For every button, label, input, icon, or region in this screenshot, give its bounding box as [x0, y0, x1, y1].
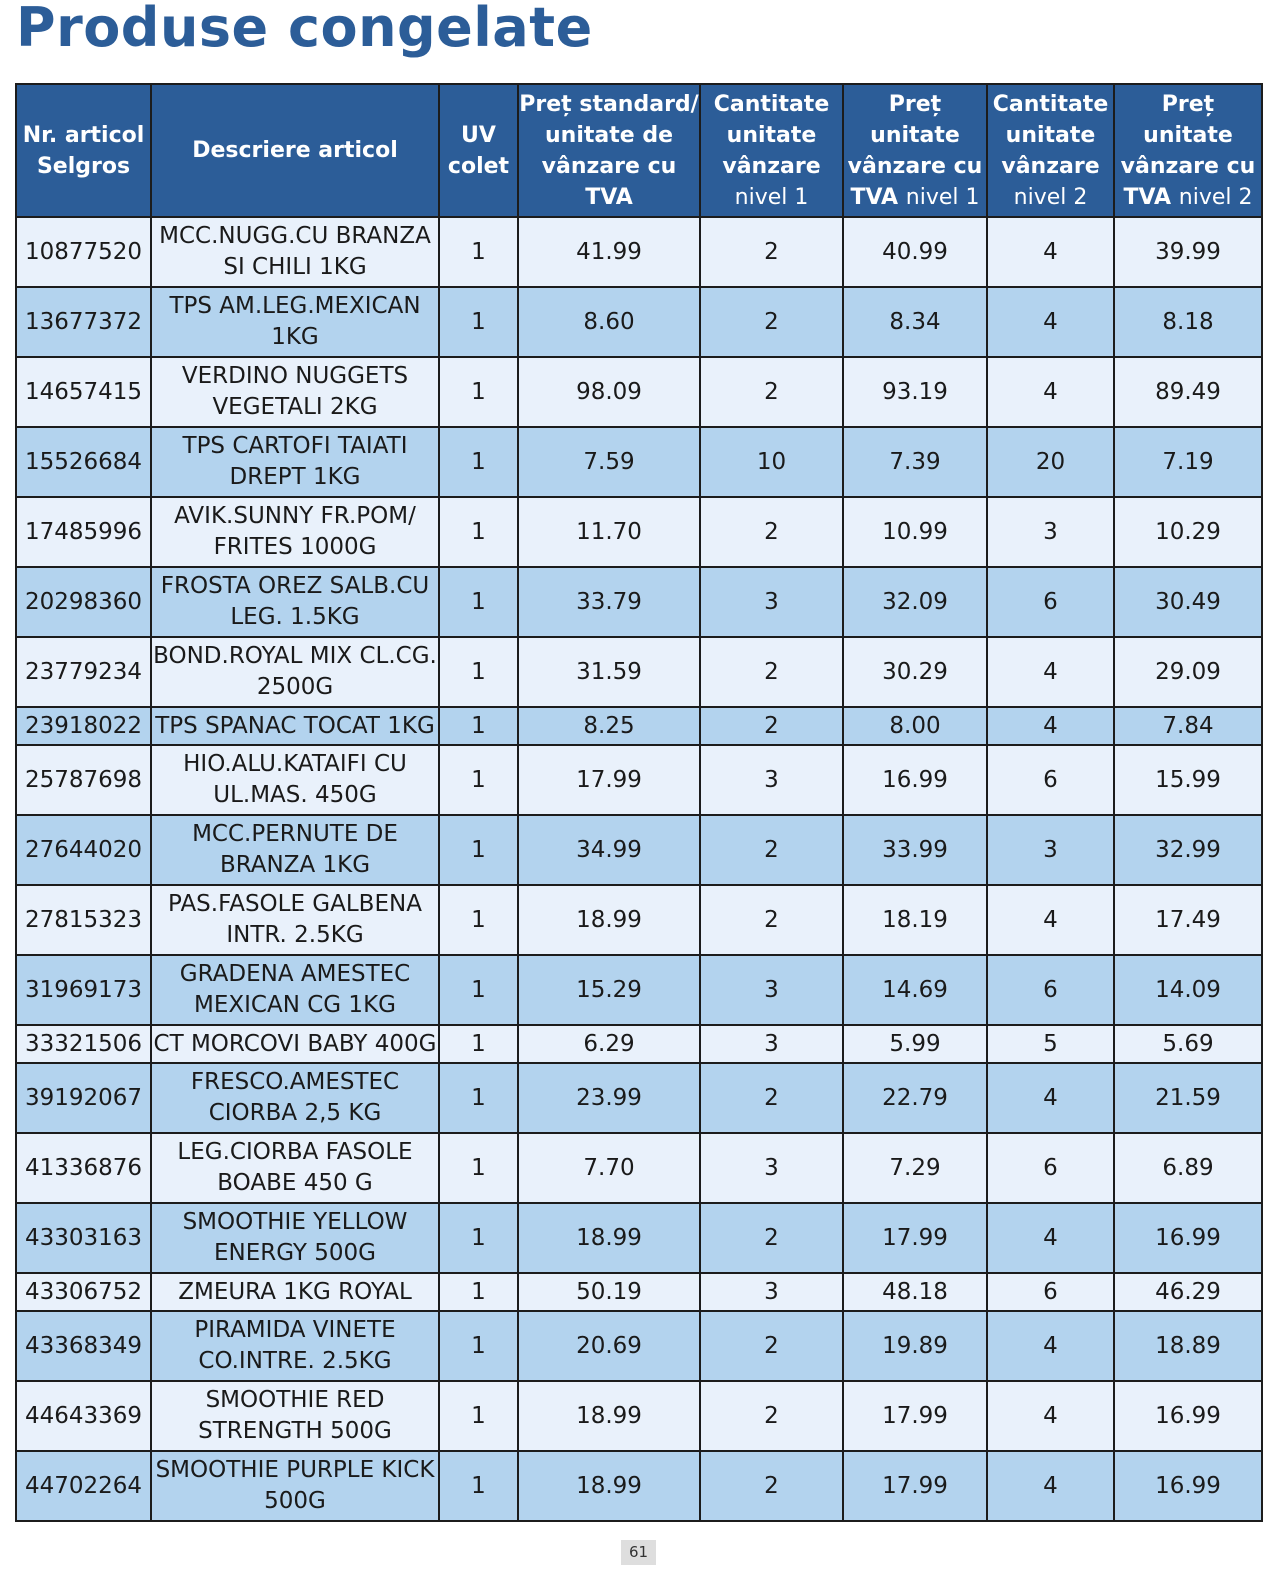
uv-colet: 1 [439, 885, 518, 955]
quantity-level-1: 2 [700, 217, 843, 287]
article-description: MCC.NUGG.CU BRANZA SI CHILI 1KG [151, 217, 439, 287]
quantity-level-2: 4 [987, 1381, 1114, 1451]
quantity-level-1: 2 [700, 637, 843, 707]
article-number: 23918022 [16, 707, 151, 745]
uv-colet: 1 [439, 287, 518, 357]
quantity-level-1: 3 [700, 1273, 843, 1311]
article-number: 15526684 [16, 427, 151, 497]
quantity-level-2: 4 [987, 217, 1114, 287]
article-description: SMOOTHIE YELLOW ENERGY 500G [151, 1203, 439, 1273]
article-number: 43303163 [16, 1203, 151, 1273]
column-header-label: Preț unitate vânzare cu TVA [847, 91, 983, 210]
quantity-level-2: 5 [987, 1025, 1114, 1063]
uv-colet: 1 [439, 637, 518, 707]
uv-colet: 1 [439, 357, 518, 427]
table-row [16, 1451, 1262, 1521]
price-level-2: 7.84 [1114, 707, 1262, 745]
standard-price: 6.29 [518, 1025, 700, 1063]
column-header-level: nivel 1 [734, 184, 809, 210]
quantity-level-2: 3 [987, 497, 1114, 567]
price-level-1: 18.19 [843, 885, 987, 955]
column-header [700, 84, 843, 217]
price-level-1: 17.99 [843, 1451, 987, 1521]
standard-price: 18.99 [518, 885, 700, 955]
column-header [518, 84, 700, 217]
price-level-2: 18.89 [1114, 1311, 1262, 1381]
column-header-label: Cantitate unitate vânzare [992, 91, 1109, 179]
price-level-2: 17.49 [1114, 885, 1262, 955]
quantity-level-2: 6 [987, 745, 1114, 815]
article-number: 41336876 [16, 1133, 151, 1203]
quantity-level-1: 2 [700, 815, 843, 885]
article-description: GRADENA AMESTEC MEXICAN CG 1KG [151, 955, 439, 1025]
article-number: 33321506 [16, 1025, 151, 1063]
page-title: Produse congelate [16, 0, 593, 59]
standard-price: 20.69 [518, 1311, 700, 1381]
article-description: SMOOTHIE PURPLE KICK 500G [151, 1451, 439, 1521]
price-level-2: 10.29 [1114, 497, 1262, 567]
quantity-level-2: 6 [987, 567, 1114, 637]
article-number: 13677372 [16, 287, 151, 357]
price-level-1: 22.79 [843, 1063, 987, 1133]
article-description: PIRAMIDA VINETE CO.INTRE. 2.5KG [151, 1311, 439, 1381]
quantity-level-1: 2 [700, 497, 843, 567]
uv-colet: 1 [439, 815, 518, 885]
price-level-1: 40.99 [843, 217, 987, 287]
table-row [16, 707, 1262, 745]
uv-colet: 1 [439, 745, 518, 815]
table-row [16, 287, 1262, 357]
price-level-1: 17.99 [843, 1381, 987, 1451]
article-description: TPS CARTOFI TAIATI DREPT 1KG [151, 427, 439, 497]
uv-colet: 1 [439, 1451, 518, 1521]
table-row [16, 885, 1262, 955]
quantity-level-1: 10 [700, 427, 843, 497]
quantity-level-2: 4 [987, 1451, 1114, 1521]
quantity-level-1: 3 [700, 745, 843, 815]
price-level-2: 29.09 [1114, 637, 1262, 707]
table-row [16, 745, 1262, 815]
standard-price: 41.99 [518, 217, 700, 287]
price-level-2: 21.59 [1114, 1063, 1262, 1133]
standard-price: 11.70 [518, 497, 700, 567]
column-header-level: nivel 2 [1013, 184, 1088, 210]
quantity-level-2: 6 [987, 1133, 1114, 1203]
price-level-2: 46.29 [1114, 1273, 1262, 1311]
quantity-level-2: 4 [987, 707, 1114, 745]
price-level-2: 89.49 [1114, 357, 1262, 427]
article-description: CT MORCOVI BABY 400G [151, 1025, 439, 1063]
standard-price: 18.99 [518, 1381, 700, 1451]
article-number: 25787698 [16, 745, 151, 815]
price-level-1: 14.69 [843, 955, 987, 1025]
quantity-level-1: 3 [700, 567, 843, 637]
price-level-1: 8.34 [843, 287, 987, 357]
standard-price: 33.79 [518, 567, 700, 637]
column-header [843, 84, 987, 217]
table-row [16, 1273, 1262, 1311]
article-description: SMOOTHIE RED STRENGTH 500G [151, 1381, 439, 1451]
quantity-level-1: 2 [700, 357, 843, 427]
price-level-2: 6.89 [1114, 1133, 1262, 1203]
uv-colet: 1 [439, 707, 518, 745]
quantity-level-1: 2 [700, 885, 843, 955]
price-level-1: 93.19 [843, 357, 987, 427]
article-number: 20298360 [16, 567, 151, 637]
price-level-1: 16.99 [843, 745, 987, 815]
standard-price: 31.59 [518, 637, 700, 707]
table-row [16, 637, 1262, 707]
price-level-2: 14.09 [1114, 955, 1262, 1025]
article-description: HIO.ALU.KATAIFI CU UL.MAS. 450G [151, 745, 439, 815]
standard-price: 18.99 [518, 1203, 700, 1273]
article-number: 10877520 [16, 217, 151, 287]
table-row [16, 1133, 1262, 1203]
column-header [151, 84, 439, 217]
price-level-2: 5.69 [1114, 1025, 1262, 1063]
table-row [16, 815, 1262, 885]
quantity-level-2: 4 [987, 1311, 1114, 1381]
quantity-level-1: 2 [700, 287, 843, 357]
price-level-1: 17.99 [843, 1203, 987, 1273]
price-level-1: 30.29 [843, 637, 987, 707]
quantity-level-2: 4 [987, 1063, 1114, 1133]
uv-colet: 1 [439, 1381, 518, 1451]
uv-colet: 1 [439, 955, 518, 1025]
uv-colet: 1 [439, 567, 518, 637]
article-number: 27815323 [16, 885, 151, 955]
article-description: ZMEURA 1KG ROYAL [151, 1273, 439, 1311]
price-level-1: 5.99 [843, 1025, 987, 1063]
article-number: 44702264 [16, 1451, 151, 1521]
table-row [16, 1381, 1262, 1451]
table-row [16, 217, 1262, 287]
table-row [16, 567, 1262, 637]
quantity-level-1: 2 [700, 1063, 843, 1133]
article-number: 44643369 [16, 1381, 151, 1451]
price-level-1: 10.99 [843, 497, 987, 567]
quantity-level-2: 4 [987, 885, 1114, 955]
price-level-2: 32.99 [1114, 815, 1262, 885]
standard-price: 7.59 [518, 427, 700, 497]
uv-colet: 1 [439, 497, 518, 567]
table-row [16, 1025, 1262, 1063]
price-level-2: 16.99 [1114, 1451, 1262, 1521]
price-level-2: 16.99 [1114, 1381, 1262, 1451]
price-level-2: 15.99 [1114, 745, 1262, 815]
standard-price: 17.99 [518, 745, 700, 815]
column-header-level: nivel 2 [1178, 184, 1253, 210]
uv-colet: 1 [439, 1311, 518, 1381]
column-header [16, 84, 151, 217]
table-row [16, 497, 1262, 567]
quantity-level-1: 3 [700, 1133, 843, 1203]
article-description: PAS.FASOLE GALBENA INTR. 2.5KG [151, 885, 439, 955]
standard-price: 23.99 [518, 1063, 700, 1133]
price-level-1: 32.09 [843, 567, 987, 637]
table-row [16, 1063, 1262, 1133]
table-row [16, 955, 1262, 1025]
article-description: TPS AM.LEG.MEXICAN 1KG [151, 287, 439, 357]
article-description: AVIK.SUNNY FR.POM/ FRITES 1000G [151, 497, 439, 567]
column-header [439, 84, 518, 217]
price-level-1: 33.99 [843, 815, 987, 885]
article-number: 23779234 [16, 637, 151, 707]
price-level-1: 8.00 [843, 707, 987, 745]
quantity-level-2: 6 [987, 955, 1114, 1025]
standard-price: 50.19 [518, 1273, 700, 1311]
quantity-level-2: 20 [987, 427, 1114, 497]
price-level-1: 48.18 [843, 1273, 987, 1311]
table-row [16, 1203, 1262, 1273]
price-table [15, 83, 1263, 1522]
uv-colet: 1 [439, 1063, 518, 1133]
price-level-1: 19.89 [843, 1311, 987, 1381]
quantity-level-1: 3 [700, 955, 843, 1025]
column-header-label: Cantitate unitate vânzare [713, 91, 830, 179]
table-row [16, 357, 1262, 427]
quantity-level-2: 4 [987, 357, 1114, 427]
article-number: 17485996 [16, 497, 151, 567]
quantity-level-1: 2 [700, 707, 843, 745]
price-level-1: 7.29 [843, 1133, 987, 1203]
price-level-2: 8.18 [1114, 287, 1262, 357]
column-header-level: nivel 1 [905, 184, 980, 210]
column-header-label: UV colet [447, 122, 510, 179]
quantity-level-1: 2 [700, 1451, 843, 1521]
table-row [16, 427, 1262, 497]
price-level-2: 39.99 [1114, 217, 1262, 287]
article-number: 43368349 [16, 1311, 151, 1381]
article-number: 39192067 [16, 1063, 151, 1133]
column-header-label: Preț unitate vânzare cu TVA [1120, 91, 1256, 210]
page-number: 61 [621, 1540, 656, 1565]
price-level-2: 7.19 [1114, 427, 1262, 497]
quantity-level-1: 3 [700, 1025, 843, 1063]
price-level-2: 30.49 [1114, 567, 1262, 637]
article-description: FROSTA OREZ SALB.CU LEG. 1.5KG [151, 567, 439, 637]
standard-price: 8.25 [518, 707, 700, 745]
article-number: 43306752 [16, 1273, 151, 1311]
table-header-row [16, 84, 1262, 217]
article-description: BOND.ROYAL MIX CL.CG. 2500G [151, 637, 439, 707]
standard-price: 18.99 [518, 1451, 700, 1521]
column-header-label: Nr. articol Selgros [22, 122, 145, 179]
uv-colet: 1 [439, 1273, 518, 1311]
column-header [987, 84, 1114, 217]
article-description: VERDINO NUGGETS VEGETALI 2KG [151, 357, 439, 427]
article-number: 14657415 [16, 357, 151, 427]
quantity-level-2: 4 [987, 1203, 1114, 1273]
quantity-level-2: 6 [987, 1273, 1114, 1311]
standard-price: 8.60 [518, 287, 700, 357]
column-header [1114, 84, 1262, 217]
article-description: MCC.PERNUTE DE BRANZA 1KG [151, 815, 439, 885]
uv-colet: 1 [439, 1025, 518, 1063]
uv-colet: 1 [439, 427, 518, 497]
article-number: 27644020 [16, 815, 151, 885]
column-header-label: Preț standard/ unitate de vânzare cu TVA [519, 91, 699, 210]
article-description: LEG.CIORBA FASOLE BOABE 450 G [151, 1133, 439, 1203]
quantity-level-1: 2 [700, 1203, 843, 1273]
quantity-level-1: 2 [700, 1381, 843, 1451]
standard-price: 15.29 [518, 955, 700, 1025]
table-row [16, 1311, 1262, 1381]
price-level-2: 16.99 [1114, 1203, 1262, 1273]
uv-colet: 1 [439, 1133, 518, 1203]
uv-colet: 1 [439, 1203, 518, 1273]
uv-colet: 1 [439, 217, 518, 287]
quantity-level-2: 3 [987, 815, 1114, 885]
article-number: 31969173 [16, 955, 151, 1025]
standard-price: 34.99 [518, 815, 700, 885]
article-description: FRESCO.AMESTEC CIORBA 2,5 KG [151, 1063, 439, 1133]
quantity-level-2: 4 [987, 637, 1114, 707]
price-level-1: 7.39 [843, 427, 987, 497]
quantity-level-1: 2 [700, 1311, 843, 1381]
quantity-level-2: 4 [987, 287, 1114, 357]
column-header-label: Descriere articol [192, 138, 398, 163]
standard-price: 7.70 [518, 1133, 700, 1203]
article-description: TPS SPANAC TOCAT 1KG [151, 707, 439, 745]
standard-price: 98.09 [518, 357, 700, 427]
